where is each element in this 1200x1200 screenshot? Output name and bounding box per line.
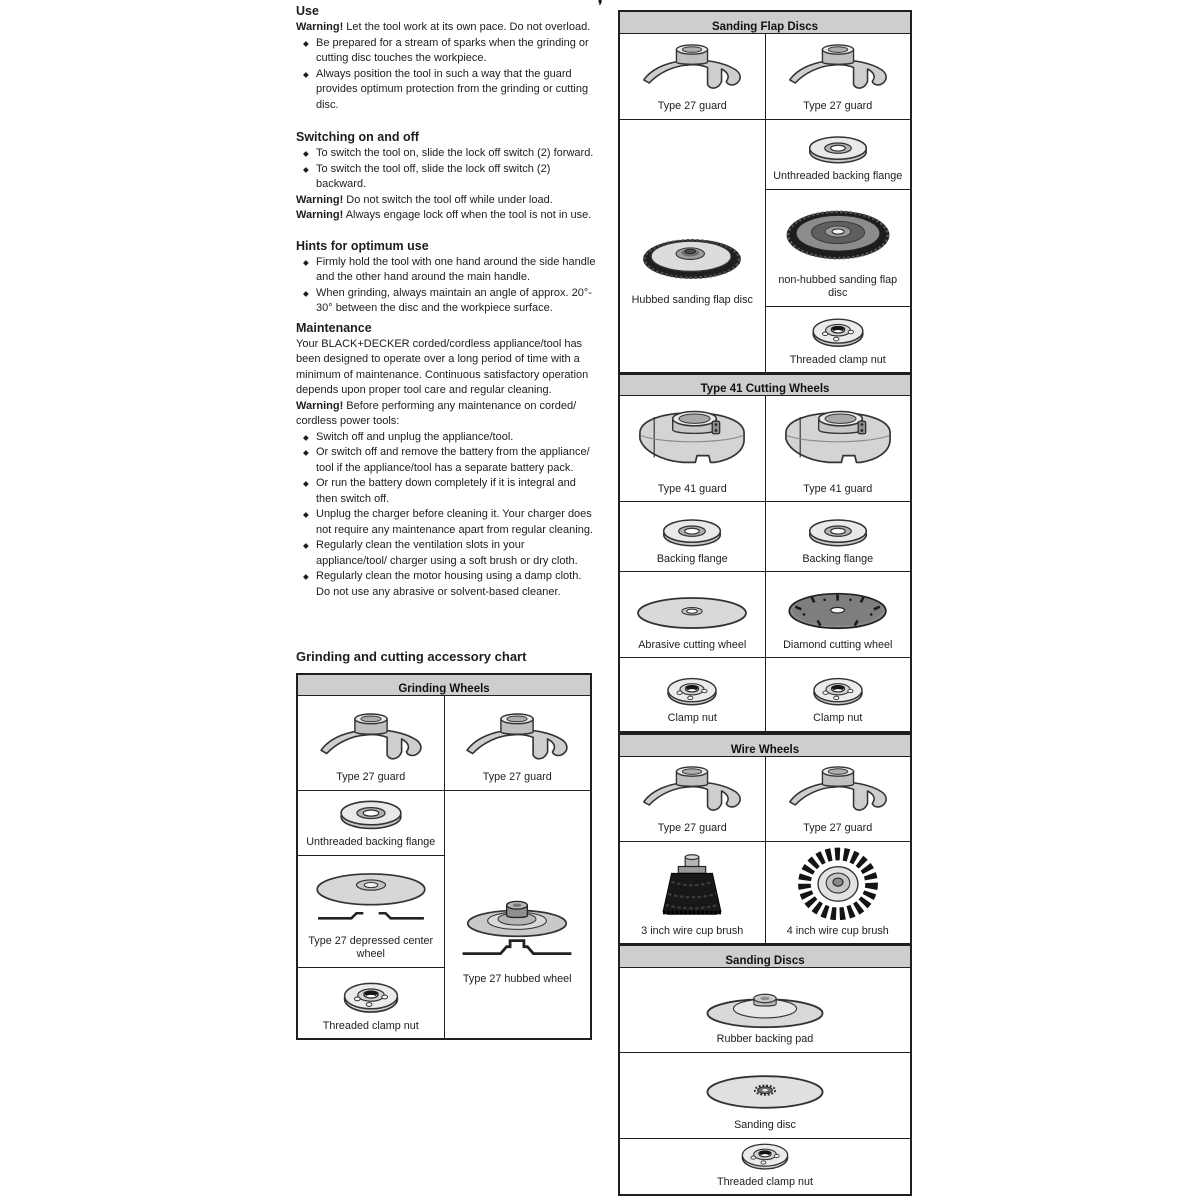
cell-unthreaded-backing-flange — [297, 790, 444, 855]
cell-label: 3 inch wire cup brush — [641, 924, 744, 937]
cell-type27-depressed-center-wheel — [297, 855, 444, 967]
table-header: Sanding Discs — [619, 945, 911, 967]
cell-4-inch-wire-cup-brush — [765, 841, 911, 944]
wire-wheel-brush-4-inch-icon — [793, 844, 883, 922]
threaded-clamp-nut-icon — [733, 1139, 797, 1173]
sanding-discs-table — [618, 944, 912, 1196]
backing-flange-icon — [803, 514, 873, 550]
diamond-bullet-icon: ◆ — [303, 541, 309, 550]
type-27-guard-icon — [633, 41, 751, 97]
diamond-bullet-icon: ◆ — [303, 257, 309, 267]
hubbed-sanding-flap-disc-icon — [633, 227, 751, 291]
wire-cup-brush-3-inch-icon — [652, 852, 732, 922]
cell-label: Type 27 guard — [336, 771, 406, 783]
diamond-bullet-icon: ◆ — [303, 572, 309, 581]
bullet-item: ◆ Always position the tool in such a way that the guard provides optimum protection from the grinding or cutting disc. — [296, 67, 596, 114]
cell-diamond-cutting-wheel — [765, 572, 911, 658]
cell-type27-guard — [297, 695, 444, 790]
stray-mark: ❜ — [598, 0, 603, 13]
cell-type27-hubbed-wheel — [444, 790, 591, 1039]
diamond-bullet-icon: ◆ — [303, 38, 309, 48]
cell-type27-guard — [619, 756, 765, 841]
type-27-guard-icon — [457, 710, 577, 768]
type-41-guard-icon — [626, 396, 758, 480]
threaded-clamp-nut-icon — [338, 977, 404, 1017]
cell-label: Threaded clamp nut — [716, 1175, 814, 1188]
cell-type27-guard — [444, 695, 591, 790]
cell-label: Clamp nut — [667, 712, 717, 724]
cell-label: non-hubbed sanding flap disc — [778, 273, 898, 299]
cell-type27-guard — [765, 33, 911, 119]
cell-label: Sanding disc — [734, 1119, 796, 1131]
cell-label: Type 27 guard — [657, 100, 727, 112]
maintenance-warning: Warning! Before performing any maintenance on corded/ cordless power tools: — [296, 399, 577, 427]
bullet-item: ◆ Firmly hold the tool with one hand around the side handle and the other hand around the main handle. — [296, 255, 596, 286]
cell-label: Backing flange — [656, 552, 728, 565]
table-header: Grinding Wheels — [297, 674, 591, 695]
cell-clamp-nut — [765, 658, 911, 732]
cell-label: Threaded clamp nut — [322, 1019, 419, 1032]
diamond-bullet-icon: ◆ — [303, 69, 309, 79]
cell-unthreaded-backing-flange — [765, 119, 911, 189]
cell-label: Type 27 guard — [803, 100, 873, 112]
cell-threaded-clamp-nut — [619, 1138, 911, 1195]
use-heading: Use — [296, 4, 319, 18]
switching-warning-1: Warning! Do not switch the tool off while under load. — [296, 193, 553, 206]
cell-label: Diamond cutting wheel — [783, 638, 893, 651]
warning-label: Warning! — [296, 193, 344, 206]
cell-threaded-clamp-nut — [297, 967, 444, 1039]
bullet-item: ◆ Be prepared for a stream of sparks when the grinding or cutting disc touches the workpiece. — [296, 36, 596, 67]
diamond-bullet-icon: ◆ — [303, 432, 309, 442]
bullet-item: ◆ Switch off and unplug the appliance/tool. — [296, 430, 596, 446]
type-27-hubbed-wheel-icon — [451, 894, 583, 970]
diamond-bullet-icon: ◆ — [303, 164, 309, 174]
diamond-bullet-icon: ◆ — [303, 149, 309, 158]
cell-rubber-backing-pad — [619, 967, 911, 1052]
hints-heading: Hints for optimum use — [296, 238, 429, 253]
bullet-item: ◆ Or switch off and remove the battery from the appliance/ tool if the appliance/tool has a separate battery pack. — [296, 445, 596, 476]
cell-label: Backing flange — [802, 552, 874, 565]
cell-type27-guard — [619, 33, 765, 119]
sanding-flap-discs-table — [618, 10, 912, 374]
type-27-guard-icon — [779, 41, 897, 97]
cell-backing-flange — [765, 502, 911, 572]
diamond-bullet-icon: ◆ — [303, 288, 309, 298]
type-27-guard-icon — [779, 763, 897, 819]
warning-label: Warning! — [296, 209, 344, 221]
table-header: Sanding Flap Discs — [619, 11, 911, 33]
grinding-wheels-table — [296, 673, 592, 1040]
cell-label: Type 27 depressed center wheel — [308, 934, 434, 960]
cell-label: Unthreaded backing flange — [306, 836, 436, 848]
cell-sanding-disc — [619, 1052, 911, 1138]
diamond-cutting-wheel-icon — [779, 586, 897, 636]
accessory-chart-heading: Grinding and cutting accessory chart — [296, 649, 527, 664]
bullet-item: ◆ Unplug the charger before cleaning it. Your charger does not require any maintenance apart from regular cleaning. — [296, 507, 596, 538]
threaded-clamp-nut-icon — [807, 313, 869, 351]
cell-label: Clamp nut — [813, 712, 863, 724]
type-41-guard-icon — [772, 396, 904, 480]
cell-type41-guard — [765, 395, 911, 502]
bullet-item: ◆ Or run the battery down completely if it is integral and then switch off. — [296, 476, 596, 507]
cell-non-hubbed-sanding-flap-disc — [765, 189, 911, 306]
maintenance-body: Your BLACK+DECKER corded/cordless appliance/tool has been designed to operate over a long period of time with a minimum of maintenance. Continuous satisfactory operation depends upon proper tool care and regular cleaning. — [296, 337, 589, 396]
cell-abrasive-cutting-wheel — [619, 572, 765, 658]
maintenance-heading: Maintenance — [296, 320, 372, 335]
bullet-item: ◆ Regularly clean the motor housing using a damp cloth. Do not use any abrasive or solvent-based cleaner. — [296, 569, 596, 600]
clamp-nut-icon — [662, 673, 722, 709]
wire-wheels-table — [618, 733, 912, 945]
instructions-column — [296, 3, 596, 600]
cell-clamp-nut — [619, 658, 765, 732]
cell-label: 4 inch wire cup brush — [786, 924, 889, 937]
cell-label: Unthreaded backing flange — [773, 170, 903, 182]
rubber-backing-pad-icon — [700, 978, 830, 1030]
bullet-item: ◆ Regularly clean the ventilation slots in your appliance/tool/ charger using a soft brush or dry cloth. — [296, 538, 596, 569]
diamond-bullet-icon: ◆ — [303, 479, 309, 488]
cell-label: Abrasive cutting wheel — [638, 638, 747, 651]
type-27-guard-icon — [633, 763, 751, 819]
switching-warning-2: Warning! Always engage lock off when the tool is not in use. — [296, 209, 592, 221]
type-27-depressed-center-wheel-icon — [306, 862, 436, 932]
unthreaded-backing-flange-icon — [802, 131, 874, 167]
type-41-cutting-wheels-table — [618, 373, 912, 733]
table-header: Type 41 Cutting Wheels — [619, 374, 911, 395]
cell-label: Type 27 guard — [482, 771, 552, 783]
non-hubbed-sanding-flap-disc-icon — [776, 199, 900, 271]
cell-label: Type 27 guard — [657, 822, 727, 834]
cell-label: Type 27 guard — [803, 822, 873, 834]
cell-backing-flange — [619, 502, 765, 572]
unthreaded-backing-flange-icon — [334, 795, 408, 833]
type-27-guard-icon — [311, 710, 431, 768]
bullet-item: ◆ To switch the tool on, slide the lock off switch (2) forward. — [296, 146, 596, 162]
cell-label: Threaded clamp nut — [789, 353, 886, 366]
cell-type41-guard — [619, 395, 765, 502]
clamp-nut-icon — [808, 673, 868, 709]
sanding-disc-icon — [700, 1068, 830, 1116]
cell-label: Rubber backing pad — [716, 1033, 814, 1045]
cell-label: Type 41 guard — [657, 482, 727, 495]
switching-heading: Switching on and off — [296, 130, 419, 144]
cell-type27-guard — [765, 756, 911, 841]
bullet-item: ◆ When grinding, always maintain an angle of approx. 20°- 30° between the disc and the workpiece surface. — [296, 286, 596, 317]
backing-flange-icon — [657, 514, 727, 550]
cell-label: Type 27 hubbed wheel — [462, 972, 572, 985]
warning-label: Warning! — [296, 399, 344, 412]
diamond-bullet-icon: ◆ — [303, 448, 309, 457]
cell-label: Type 41 guard — [803, 482, 873, 495]
table-header: Wire Wheels — [619, 734, 911, 756]
diamond-bullet-icon: ◆ — [303, 510, 309, 519]
cell-threaded-clamp-nut — [765, 306, 911, 373]
use-warning: Warning! Let the tool work at its own pace. Do not overload. — [296, 21, 591, 33]
abrasive-cutting-wheel-icon — [630, 590, 754, 636]
cell-label: Hubbed sanding flap disc — [631, 293, 753, 306]
cell-hubbed-sanding-flap-disc — [619, 119, 765, 373]
bullet-item: ◆ To switch the tool off, slide the lock off switch (2) backward. — [296, 162, 596, 193]
warning-label: Warning! — [296, 21, 344, 33]
cell-3-inch-wire-cup-brush — [619, 841, 765, 944]
